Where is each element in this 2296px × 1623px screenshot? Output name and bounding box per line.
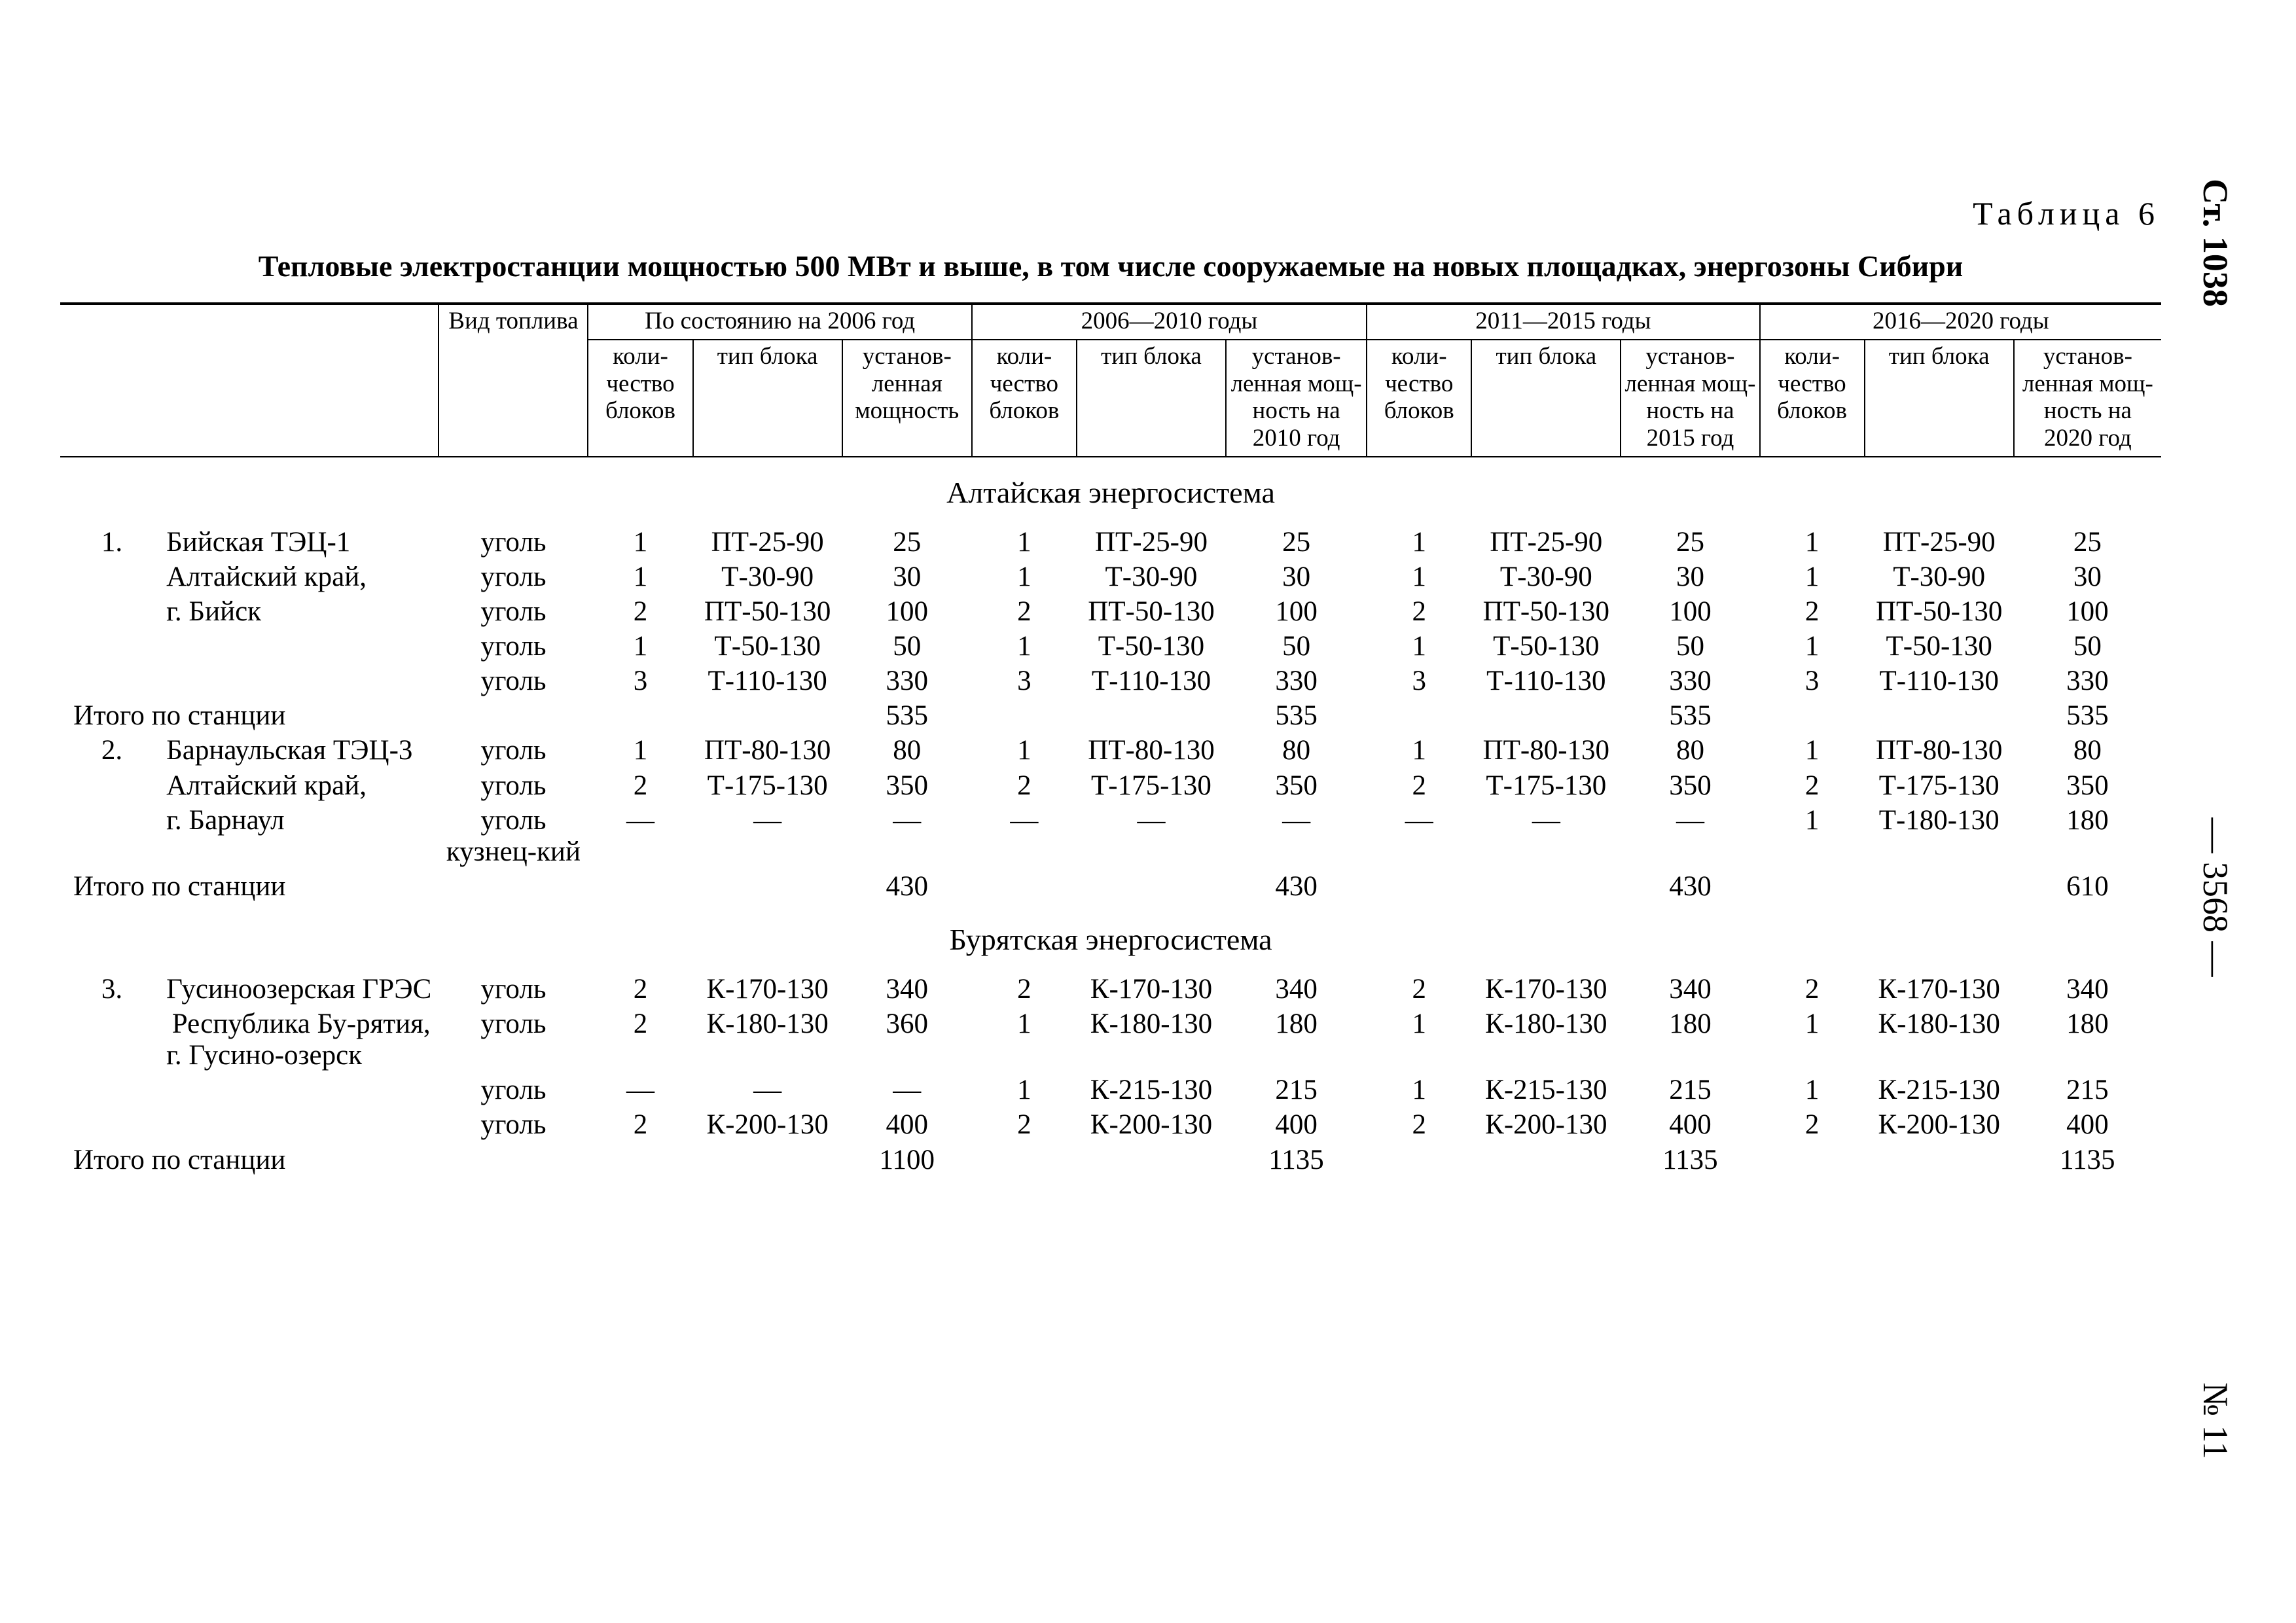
station-number [60, 1007, 164, 1073]
cell-type: К-180-130 [1485, 1008, 1607, 1039]
cell-type: ПТ-50-130 [1088, 596, 1215, 627]
cell-count [972, 1143, 1077, 1178]
station-name [164, 664, 439, 699]
cell-count: 1 [1412, 1008, 1426, 1039]
cell-count: 1 [1017, 1008, 1031, 1039]
cell-type: К-215-130 [1090, 1075, 1213, 1106]
cell-capacity: 25 [1676, 526, 1704, 558]
table-header [60, 304, 2161, 457]
cell-capacity: 350 [1669, 770, 1712, 801]
cell-capacity: 180 [2066, 804, 2109, 836]
header-capacity: установ-ленная мощ-ность на 2020 год [2014, 340, 2161, 457]
fuel-type: уголь кузнец-кий [446, 804, 581, 867]
cell-capacity: 25 [1282, 526, 1311, 558]
station-number [60, 630, 164, 664]
station-total-label: Итого по станции [73, 1144, 286, 1175]
cell-capacity: 100 [2066, 596, 2109, 627]
cell-type: К-180-130 [1878, 1008, 2000, 1039]
cell-type: К-200-130 [706, 1109, 829, 1141]
cell-capacity: 80 [893, 735, 922, 766]
cell-type: Т-30-90 [1499, 561, 1592, 592]
cell-capacity: 340 [1275, 973, 1318, 1005]
cell-count: 2 [633, 596, 648, 627]
cell-type: Т-50-130 [1098, 630, 1205, 662]
cell-capacity: 100 [1275, 596, 1318, 627]
station-name: Барнаульская ТЭЦ-3 [166, 735, 413, 766]
station-total-label: Итого по станции [73, 700, 286, 732]
station-number [60, 769, 164, 804]
header-type: тип блока [1077, 340, 1226, 457]
station-total-value: 430 [1669, 871, 1712, 902]
cell-type [1471, 699, 1621, 734]
cell-capacity: 360 [886, 1008, 928, 1039]
station-number [60, 560, 164, 595]
cell-count: 2 [633, 770, 648, 801]
section-title: Алтайская энергосистема [946, 475, 1275, 509]
page-reference: Ст. 1038 [2196, 179, 2235, 307]
header-capacity: установ-ленная мощ-ность на 2015 год [1621, 340, 1759, 457]
station-total-value: 535 [886, 700, 928, 732]
cell-count: 1 [1804, 804, 1820, 836]
cell-count [972, 870, 1077, 904]
cell-capacity: 330 [1669, 666, 1712, 697]
cell-type: К-200-130 [1878, 1109, 2000, 1141]
cell-count: 2 [633, 973, 648, 1005]
cell-capacity: 25 [2073, 526, 2102, 558]
cell-capacity: — [1676, 804, 1704, 836]
cell-type: ПТ-80-130 [1482, 735, 1610, 766]
cell-type [1471, 1143, 1621, 1178]
cell-count: 1 [1804, 1008, 1820, 1039]
fuel-type: уголь [480, 1008, 547, 1039]
cell-type: — [1137, 804, 1166, 836]
station-name: г. Барнаул [166, 804, 285, 836]
cell-type [693, 870, 842, 904]
cell-capacity: 350 [2066, 770, 2109, 801]
cell-count [588, 870, 692, 904]
fuel-type: уголь [480, 526, 547, 558]
cell-type: К-170-130 [1878, 973, 2000, 1005]
cell-capacity: — [1282, 804, 1311, 836]
station-name [164, 1073, 439, 1108]
cell-type [1471, 870, 1621, 904]
power-plants-table [60, 302, 2161, 1178]
header-period-2006-2010: 2006—2010 годы [972, 304, 1367, 340]
cell-count: 1 [1017, 1075, 1031, 1106]
cell-count [588, 1143, 692, 1178]
cell-type: Т-180-130 [1878, 804, 2000, 836]
cell-capacity: 180 [1275, 1008, 1318, 1039]
cell-type: Т-110-130 [1091, 666, 1211, 697]
cell-count [1367, 870, 1471, 904]
cell-type: К-200-130 [1485, 1109, 1607, 1141]
station-name: г. Бийск [166, 596, 262, 627]
cell-type: Т-175-130 [1486, 770, 1607, 801]
cell-count: 2 [1412, 1109, 1426, 1141]
station-total-value: 1135 [1268, 1144, 1324, 1175]
cell-count: 2 [1017, 596, 1031, 627]
cell-count [588, 699, 692, 734]
cell-count: 1 [633, 526, 648, 558]
fuel-type: уголь [480, 735, 547, 766]
cell-capacity: 50 [1282, 630, 1311, 662]
cell-type: К-170-130 [1090, 973, 1213, 1005]
cell-count: 2 [1804, 770, 1820, 801]
station-number [60, 595, 164, 630]
cell-count: 1 [1412, 1075, 1426, 1106]
table-row [60, 1007, 2161, 1073]
station-total-value: 1100 [879, 1144, 935, 1175]
station-name: Бийская ТЭЦ-1 [166, 526, 351, 558]
table-row [60, 972, 2161, 1007]
cell-type: Т-110-130 [1879, 666, 1999, 697]
station-total-value: 535 [2066, 700, 2109, 732]
station-number [60, 1073, 164, 1108]
cell-type: Т-50-130 [714, 630, 821, 662]
cell-count: 1 [633, 630, 648, 662]
station-name: Гусиноозерская ГРЭС [166, 973, 432, 1005]
cell-type: — [1532, 804, 1560, 836]
cell-count: 1 [1017, 526, 1031, 558]
cell-type: К-170-130 [1485, 973, 1607, 1005]
cell-count: — [626, 804, 655, 836]
station-total-value: 430 [886, 871, 928, 902]
header-period-2016-2020: 2016—2020 годы [1760, 304, 2161, 340]
cell-count: 1 [1017, 735, 1031, 766]
header-station [60, 304, 439, 457]
cell-type: ПТ-25-90 [711, 526, 824, 558]
cell-count [1367, 1143, 1471, 1178]
cell-type: — [753, 804, 782, 836]
cell-type [1865, 870, 2014, 904]
cell-count: 1 [1804, 1075, 1820, 1106]
table-row [60, 664, 2161, 699]
issue-number: № 11 [2196, 1382, 2235, 1459]
cell-type: К-180-130 [706, 1008, 829, 1039]
cell-count: 2 [1017, 770, 1031, 801]
header-fuel: Вид топлива [439, 304, 588, 457]
cell-count: 2 [1412, 973, 1426, 1005]
cell-count: — [1010, 804, 1039, 836]
cell-capacity: 180 [2066, 1008, 2109, 1039]
cell-count: — [1405, 804, 1433, 836]
cell-count: 2 [1412, 770, 1426, 801]
cell-count: 2 [1804, 596, 1820, 627]
table-title: Тепловые электростанции мощностью 500 МВт и выше, в том числе сооружаемые на новых площадках, энергозоны Сибири [258, 249, 1964, 283]
table-row [60, 769, 2161, 804]
cell-capacity: 330 [2066, 666, 2109, 697]
cell-count: 1 [1017, 630, 1031, 662]
table-row [60, 560, 2161, 595]
cell-type: Т-110-130 [1486, 666, 1606, 697]
cell-capacity: 330 [1275, 666, 1318, 697]
cell-capacity: 215 [1669, 1075, 1712, 1106]
cell-capacity: 350 [886, 770, 928, 801]
cell-count: 1 [633, 561, 648, 592]
table-row [60, 526, 2161, 560]
section-title: Бурятская энергосистема [949, 923, 1272, 957]
table-body [60, 457, 2161, 1178]
fuel-type [439, 870, 588, 904]
cell-type [1865, 1143, 2014, 1178]
cell-count: 1 [1412, 561, 1426, 592]
station-total-row [60, 699, 2161, 734]
station-name [164, 1108, 439, 1143]
station-total-value: 1135 [1662, 1144, 1718, 1175]
cell-type: К-200-130 [1090, 1109, 1213, 1141]
station-name [164, 630, 439, 664]
fuel-type [439, 1143, 588, 1178]
cell-type: К-215-130 [1485, 1075, 1607, 1106]
cell-type: ПТ-50-130 [1875, 596, 2003, 627]
header-count: коли-чество блоков [972, 340, 1077, 457]
cell-type [693, 1143, 842, 1178]
cell-count [1760, 870, 1865, 904]
cell-capacity: 215 [2066, 1075, 2109, 1106]
cell-count [972, 699, 1077, 734]
station-total-value: 1135 [2060, 1144, 2115, 1175]
cell-type [1077, 699, 1226, 734]
station-name: Алтайский край, [166, 770, 367, 801]
cell-count: 2 [1017, 973, 1031, 1005]
cell-count: 3 [1412, 666, 1426, 697]
cell-count [1760, 699, 1865, 734]
table-row [60, 1108, 2161, 1143]
cell-capacity: — [893, 804, 922, 836]
cell-capacity: 330 [886, 666, 928, 697]
fuel-type: уголь [480, 770, 547, 801]
station-total-value: 610 [2066, 871, 2109, 902]
station-number: 1. [101, 526, 123, 558]
cell-count [1367, 699, 1471, 734]
cell-capacity: 100 [1669, 596, 1712, 627]
cell-type: ПТ-80-130 [704, 735, 831, 766]
fuel-type: уголь [480, 1109, 547, 1141]
cell-type: ПТ-25-90 [1882, 526, 1996, 558]
cell-capacity: 340 [1669, 973, 1712, 1005]
cell-type: Т-175-130 [1091, 770, 1211, 801]
cell-capacity: 340 [886, 973, 928, 1005]
cell-capacity: 25 [893, 526, 922, 558]
cell-count: 1 [1412, 735, 1426, 766]
cell-count [1760, 1143, 1865, 1178]
header-count: коли-чество блоков [1760, 340, 1865, 457]
cell-type [1077, 1143, 1226, 1178]
page-number: — 3568 — [2196, 817, 2235, 977]
cell-capacity: 215 [1275, 1075, 1318, 1106]
cell-count: 2 [1804, 1109, 1820, 1141]
cell-count: 1 [1412, 630, 1426, 662]
header-capacity: установ-ленная мощность [842, 340, 972, 457]
cell-capacity: 400 [2066, 1109, 2109, 1141]
station-number: 3. [101, 973, 123, 1005]
cell-type: ПТ-80-130 [1875, 735, 2003, 766]
cell-type: Т-30-90 [1105, 561, 1198, 592]
cell-capacity: 100 [886, 596, 928, 627]
station-number: 2. [101, 735, 123, 766]
cell-type: ПТ-50-130 [1482, 596, 1610, 627]
cell-type: Т-50-130 [1886, 630, 1992, 662]
cell-type: — [753, 1075, 782, 1106]
cell-type: Т-30-90 [721, 561, 814, 592]
cell-count: 3 [1017, 666, 1031, 697]
cell-count: 1 [1804, 526, 1820, 558]
fuel-type: уголь [480, 596, 547, 627]
station-total-label: Итого по станции [73, 871, 286, 902]
cell-capacity: 400 [886, 1109, 928, 1141]
cell-count: 3 [633, 666, 648, 697]
station-total-row [60, 870, 2161, 904]
cell-type: ПТ-25-90 [1490, 526, 1603, 558]
cell-capacity: 50 [2073, 630, 2102, 662]
fuel-type: уголь [480, 561, 547, 592]
cell-capacity: 50 [1676, 630, 1704, 662]
cell-capacity: 50 [893, 630, 922, 662]
cell-capacity: 30 [2073, 561, 2102, 592]
station-total-row [60, 1143, 2161, 1178]
section-row [60, 457, 2161, 526]
cell-type [1865, 699, 2014, 734]
header-capacity: установ-ленная мощ-ность на 2010 год [1226, 340, 1367, 457]
cell-capacity: 400 [1275, 1109, 1318, 1141]
header-period-2006: По состоянию на 2006 год [588, 304, 971, 340]
cell-capacity: 80 [1282, 735, 1311, 766]
table-row [60, 595, 2161, 630]
cell-count: 3 [1804, 666, 1820, 697]
cell-type: Т-50-130 [1493, 630, 1600, 662]
cell-type: ПТ-25-90 [1094, 526, 1208, 558]
station-number [60, 664, 164, 699]
cell-type [1077, 870, 1226, 904]
header-period-2011-2015: 2011—2015 годы [1367, 304, 1759, 340]
header-type: тип блока [693, 340, 842, 457]
cell-count: 1 [1804, 630, 1820, 662]
cell-count: 1 [633, 735, 648, 766]
cell-type: ПТ-80-130 [1088, 735, 1215, 766]
table-row [60, 734, 2161, 768]
cell-type: К-180-130 [1090, 1008, 1213, 1039]
cell-capacity: — [893, 1075, 922, 1106]
cell-capacity: 400 [1669, 1109, 1712, 1141]
station-name: Алтайский край, [166, 561, 367, 592]
cell-type: Т-30-90 [1893, 561, 1986, 592]
fuel-type [439, 699, 588, 734]
station-total-value: 535 [1275, 700, 1318, 732]
cell-count: 2 [1017, 1109, 1031, 1141]
cell-capacity: 30 [1676, 561, 1704, 592]
cell-count: 2 [1804, 973, 1820, 1005]
station-number [60, 804, 164, 870]
section-row [60, 904, 2161, 972]
cell-count: 1 [1804, 561, 1820, 592]
cell-capacity: 80 [1676, 735, 1704, 766]
cell-count: 1 [1017, 561, 1031, 592]
table-row [60, 630, 2161, 664]
fuel-type: уголь [480, 1075, 547, 1106]
table-row [60, 1073, 2161, 1108]
cell-type: Т-110-130 [708, 666, 827, 697]
cell-count: 1 [1412, 526, 1426, 558]
cell-capacity: 340 [2066, 973, 2109, 1005]
cell-count: 2 [1412, 596, 1426, 627]
cell-count: — [626, 1075, 655, 1106]
header-count: коли-чество блоков [588, 340, 692, 457]
header-count: коли-чество блоков [1367, 340, 1471, 457]
cell-count: 1 [1804, 735, 1820, 766]
cell-type: Т-175-130 [707, 770, 828, 801]
cell-capacity: 180 [1669, 1008, 1712, 1039]
table-label: Таблица 6 [1973, 195, 2160, 232]
cell-count: 2 [633, 1008, 648, 1039]
cell-type: ПТ-50-130 [704, 596, 831, 627]
header-type: тип блока [1865, 340, 2014, 457]
fuel-type: уголь [480, 973, 547, 1005]
cell-type: Т-175-130 [1878, 770, 2000, 801]
header-type: тип блока [1471, 340, 1621, 457]
fuel-type: уголь [480, 666, 547, 697]
station-total-value: 430 [1275, 871, 1318, 902]
cell-type [693, 699, 842, 734]
station-number [60, 1108, 164, 1143]
table-row [60, 804, 2161, 870]
cell-capacity: 80 [2073, 735, 2102, 766]
cell-capacity: 30 [893, 561, 922, 592]
cell-capacity: 350 [1275, 770, 1318, 801]
cell-count: 2 [633, 1109, 648, 1141]
station-total-value: 535 [1669, 700, 1712, 732]
cell-type: К-215-130 [1878, 1075, 2000, 1106]
cell-type: К-170-130 [706, 973, 829, 1005]
fuel-type: уголь [480, 630, 547, 662]
station-name: Республика Бу-рятия, г. Гусино-озерск [166, 1008, 431, 1071]
cell-capacity: 30 [1282, 561, 1311, 592]
